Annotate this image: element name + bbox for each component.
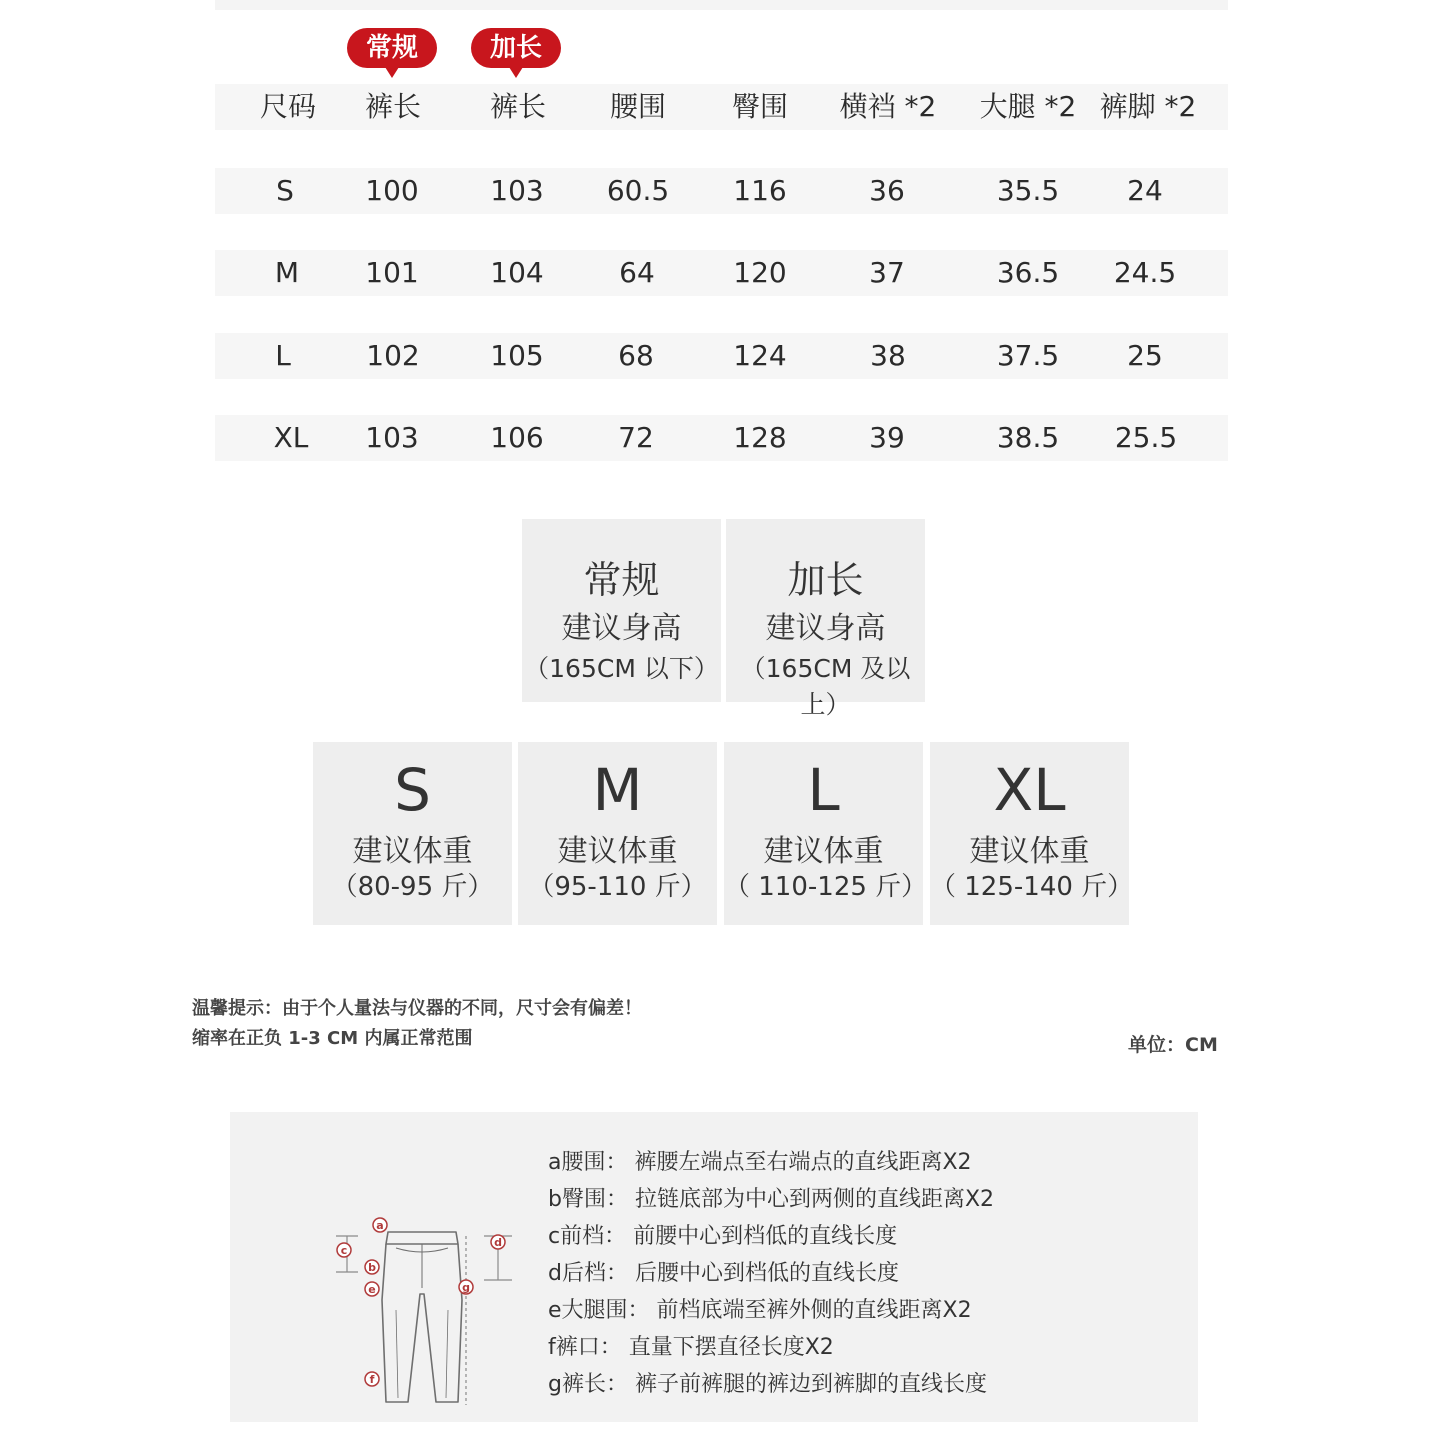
header-thigh: 大腿 *2 [979,90,1077,123]
size-box-size: M [592,756,643,824]
header-hip: 臀围 [731,90,788,123]
cell-length-regular: 101 [365,256,419,289]
diagram-marker-e: e [368,1283,376,1296]
cell-length-long: 103 [490,174,544,207]
cell-length-regular: 103 [365,421,419,454]
size-box-subtitle: 建议体重 [352,834,473,869]
size-box-note: （ 110-125 斤） [724,872,928,902]
top-divider [215,0,1228,10]
cell-thigh: 36.5 [996,256,1060,289]
size-box-subtitle: 建议体重 [763,834,884,869]
diagram-marker-c: c [340,1244,348,1257]
cell-thigh: 37.5 [996,339,1060,372]
cell-length-long: 106 [490,421,544,454]
legend-item-length: g裤长： 裤子前裤腿的裤边到裤脚的直线长度 [548,1372,987,1397]
cell-size: L [275,339,291,372]
diagram-marker-a: a [376,1219,384,1232]
diagram-marker-b: b [368,1261,376,1274]
cell-crotch: 36 [869,174,905,207]
header-waist: 腰围 [609,90,666,123]
legend-item-hip: b臀围： 拉链底部为中心到两侧的直线距离X2 [548,1187,995,1212]
height-box-note: （165CM 以下） [524,654,719,683]
legend-item-front-rise: c前档： 前腰中心到档低的直线长度 [548,1224,898,1249]
cell-size: S [276,174,294,207]
size-box-size: L [807,756,840,824]
header-length-long: 裤长 [489,90,546,123]
legend-item-waist: a腰围： 裤腰左端点至右端点的直线距离X2 [548,1150,972,1175]
cell-size: XL [273,421,309,454]
tip-line-2: 缩率在正负 1-3 CM 内属正常范围 [192,1028,473,1049]
size-box-subtitle: 建议体重 [969,834,1090,869]
measurement-guide-panel [230,1112,1198,1422]
legend-item-hem: f裤口： 直量下摆直径长度X2 [548,1335,834,1360]
legend-item-thigh: e大腿围： 前档底端至裤外侧的直线距离X2 [548,1298,972,1323]
height-box-note: （165CM 及以上） [740,654,911,719]
height-box-subtitle: 建议身高 [765,611,886,646]
header-crotch: 横裆 *2 [839,90,937,123]
diagram-marker-d: d [494,1236,502,1249]
height-box-title: 常规 [583,558,660,602]
cell-waist: 60.5 [606,174,670,207]
cell-hip: 124 [733,339,787,372]
cell-length-long: 104 [490,256,544,289]
cell-crotch: 38 [870,339,906,372]
height-box-regular [522,519,721,702]
unit-label: 单位：CM [1128,1034,1218,1056]
height-box-title: 加长 [787,558,864,602]
size-box-xl [930,742,1134,925]
cell-length-long: 105 [490,339,544,372]
cell-thigh: 38.5 [996,421,1060,454]
size-box-size: S [394,756,431,824]
cell-length-regular: 102 [366,339,420,372]
cell-hem: 25.5 [1114,421,1178,454]
cell-hem: 24 [1127,174,1163,207]
diagram-marker-f: f [369,1373,375,1386]
table-row [215,415,1228,461]
size-box-s [313,742,512,925]
cell-hip: 120 [733,256,787,289]
size-box-note: （ 125-140 斤） [930,872,1134,902]
tag-long: 加长 [471,28,561,68]
cell-waist: 72 [618,421,654,454]
size-box-subtitle: 建议体重 [557,834,678,869]
header-length-regular: 裤长 [364,90,421,123]
size-box-note: （80-95 斤） [331,872,494,902]
table-row [215,250,1228,296]
cell-crotch: 37 [869,256,905,289]
cell-hip: 128 [733,421,787,454]
cell-crotch: 39 [869,421,905,454]
cell-hem: 25 [1127,339,1163,372]
cell-length-regular: 100 [365,174,419,207]
size-box-size: XL [993,756,1066,824]
diagram-marker-g: g [462,1281,470,1294]
cell-waist: 68 [618,339,654,372]
size-box-note: （95-110 斤） [528,872,707,902]
table-header-row [215,84,1228,130]
size-box-m [518,742,717,925]
cell-hip: 116 [733,174,787,207]
table-row [215,168,1228,214]
cell-waist: 64 [619,256,655,289]
height-box-long [726,519,925,719]
header-hem: 裤脚 *2 [1099,90,1197,123]
pants-diagram-icon [326,1170,526,1405]
legend-item-back-rise: d后档： 后腰中心到档低的直线长度 [548,1261,899,1286]
cell-thigh: 35.5 [996,174,1060,207]
tip-line-1: 温馨提示：由于个人量法与仪器的不同，尺寸会有偏差！ [192,998,642,1019]
tag-regular: 常规 [347,28,437,68]
size-box-l [724,742,928,925]
cell-size: M [274,256,300,289]
table-row [215,333,1228,379]
header-size: 尺码 [259,90,316,123]
height-box-subtitle: 建议身高 [561,611,682,646]
cell-hem: 24.5 [1113,256,1177,289]
